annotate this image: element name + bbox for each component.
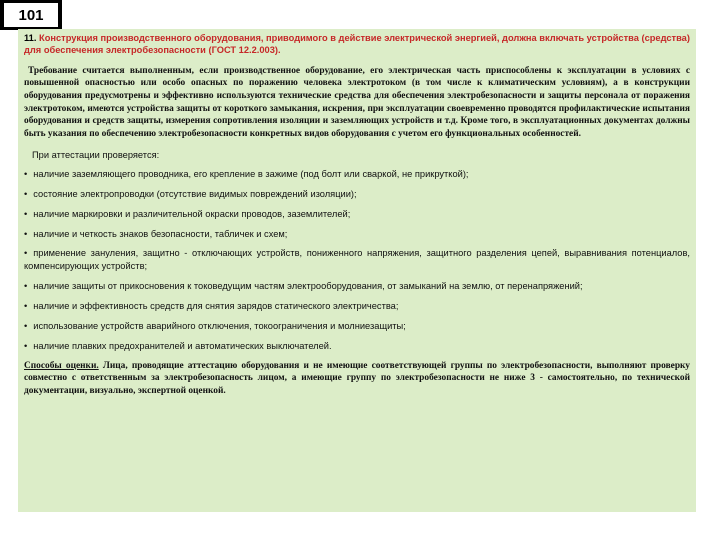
bullet-icon: • bbox=[24, 340, 28, 351]
bullet-icon: • bbox=[24, 208, 28, 219]
check-text: наличие маркировки и различительной окраски проводов, заземлителей; bbox=[33, 208, 351, 219]
check-item bbox=[24, 280, 690, 292]
section-number: 11. bbox=[24, 33, 37, 43]
check-item bbox=[24, 208, 690, 220]
check-text: наличие заземляющего проводника, его крепление в зажиме (под болт или сваркой, не прикруткой); bbox=[33, 168, 469, 179]
attestation-intro: При аттестации проверяется: bbox=[32, 150, 160, 161]
check-item bbox=[24, 228, 690, 240]
check-item bbox=[24, 247, 690, 272]
requirement-paragraph: Требование считается выполненным, если производственное оборудование, его электрическая часть приспособлены к эксплуатации в условиях с повышенной опасностью или особо опасных по поражению человека электротоком (в том числе к климатическим условиям), а в конструкции оборудования предусмотрены и эффективно используются технические средства для обеспечения электробезопасности и защиты персонала от поражения электротоком, имеются устройства защиты от короткого замыкания, искрения, при эксплуатации своевременно проводятся профилактические испытания оборудования и средств защиты, измерения сопротивления изоляции и заземляющих устройств и т.д. Кроме того, в эксплуатационных документах должны быть указания по обеспечению электробезопасности конкретных видов оборудования с учетом его функциональных особенностей. bbox=[24, 65, 690, 139]
bullet-icon: • bbox=[24, 188, 28, 199]
bullet-icon: • bbox=[24, 300, 28, 311]
content-panel bbox=[18, 29, 696, 512]
check-item bbox=[24, 340, 690, 352]
bullet-icon: • bbox=[24, 248, 28, 259]
check-text: использование устройств аварийного отключения, токоограничения и молниезащиты; bbox=[33, 320, 406, 331]
check-text: применение зануления, защитно - отключающих устройств, пониженного напряжения, защитного разделения цепей, выравнивания потенциалов, компенсирующих устройств; bbox=[24, 248, 690, 271]
slide-number: 101 bbox=[4, 3, 58, 27]
methods-text: Лица, проводящие аттестацию оборудования и не имеющие соответствующей группы по электробезопасности, выполняют проверку совместно с ответственным за электробезопасность лицом, а имеющие группу по электробезопасности не ниже 3 - самостоятельно, по технической документации, визуально, экспертной оценкой. bbox=[24, 360, 690, 397]
check-text: наличие и эффективность средств для снятия зарядов статического электричества; bbox=[33, 300, 399, 311]
assessment-methods bbox=[24, 360, 690, 398]
section-title bbox=[24, 32, 690, 57]
slide-number-badge bbox=[0, 0, 62, 30]
check-text: наличие и четкость знаков безопасности, табличек и схем; bbox=[33, 228, 288, 239]
check-text: наличие защиты от прикосновения к токоведущим частям электрооборудования, от замыканий на землю, от перенапряжений; bbox=[33, 280, 583, 291]
section-title-text: Конструкция производственного оборудования, приводимого в действие электрической энергией, должна включать устройства (средства) для обеспечения электробезопасности (ГОСТ 12.2.003). bbox=[24, 33, 690, 56]
check-text: состояние электропроводки (отсутствие видимых повреждений изоляции); bbox=[33, 188, 357, 199]
check-item bbox=[24, 320, 690, 332]
check-item bbox=[24, 300, 690, 312]
bullet-icon: • bbox=[24, 280, 28, 291]
check-text: наличие плавких предохранителей и автоматических выключателей. bbox=[33, 340, 332, 351]
bullet-icon: • bbox=[24, 168, 28, 179]
methods-label: Способы оценки. bbox=[24, 360, 99, 371]
checks-list bbox=[24, 168, 690, 352]
check-item bbox=[24, 168, 690, 180]
bullet-icon: • bbox=[24, 228, 28, 239]
bullet-icon: • bbox=[24, 320, 28, 331]
check-item bbox=[24, 188, 690, 200]
